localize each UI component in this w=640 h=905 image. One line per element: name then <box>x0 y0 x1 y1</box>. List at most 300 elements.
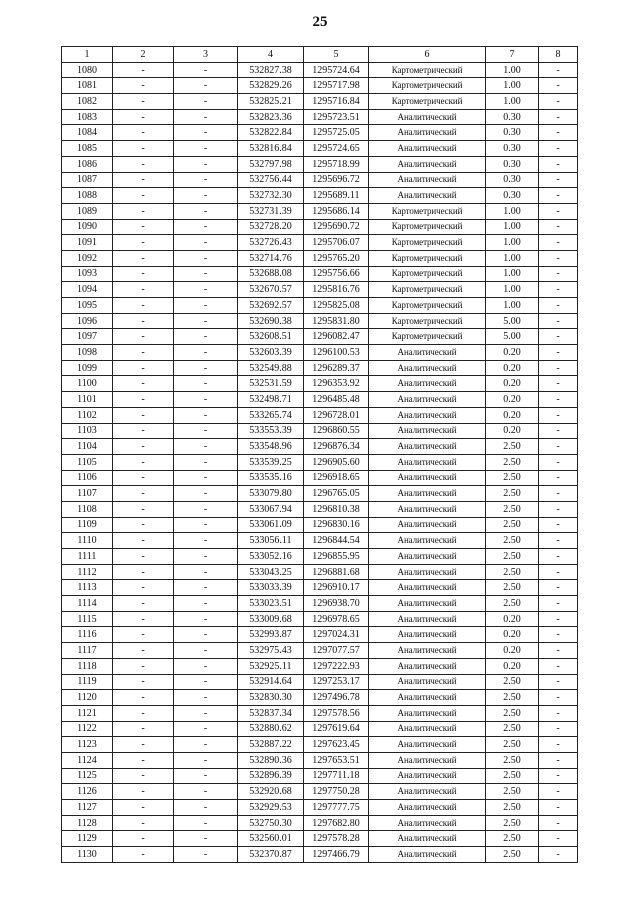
accuracy-cell: 0.20 <box>486 611 539 627</box>
method-cell: Аналитический <box>369 611 486 627</box>
y-coordinate-cell: 1296910.17 <box>304 580 369 596</box>
accuracy-cell: 1.00 <box>486 235 539 251</box>
col8-cell: - <box>539 721 578 737</box>
table-row <box>62 470 578 486</box>
y-coordinate-cell: 1295716.84 <box>304 94 369 110</box>
col8-cell: - <box>539 345 578 361</box>
x-coordinate-cell: 533043.25 <box>238 564 304 580</box>
col3-cell: - <box>174 376 238 392</box>
col3-cell: - <box>174 94 238 110</box>
point-number-cell: 1082 <box>62 94 113 110</box>
table-row <box>62 423 578 439</box>
point-number-cell: 1108 <box>62 501 113 517</box>
col3-cell: - <box>174 235 238 251</box>
method-cell: Аналитический <box>369 815 486 831</box>
col2-cell: - <box>113 831 174 847</box>
y-coordinate-cell: 1296938.70 <box>304 596 369 612</box>
accuracy-cell: 0.30 <box>486 125 539 141</box>
table-row <box>62 219 578 235</box>
y-coordinate-cell: 1296905.60 <box>304 454 369 470</box>
method-cell: Аналитический <box>369 517 486 533</box>
y-coordinate-cell: 1297466.79 <box>304 847 369 863</box>
point-number-cell: 1093 <box>62 266 113 282</box>
col3-cell: - <box>174 188 238 204</box>
point-number-cell: 1081 <box>62 78 113 94</box>
col8-cell: - <box>539 329 578 345</box>
table-row <box>62 407 578 423</box>
col2-cell: - <box>113 800 174 816</box>
table-row <box>62 611 578 627</box>
y-coordinate-cell: 1297777.75 <box>304 800 369 816</box>
point-number-cell: 1083 <box>62 109 113 125</box>
point-number-cell: 1101 <box>62 392 113 408</box>
accuracy-cell: 2.50 <box>486 533 539 549</box>
method-cell: Картометрический <box>369 203 486 219</box>
accuracy-cell: 0.30 <box>486 141 539 157</box>
method-cell: Аналитический <box>369 847 486 863</box>
method-cell: Картометрический <box>369 266 486 282</box>
col8-cell: - <box>539 360 578 376</box>
point-number-cell: 1123 <box>62 737 113 753</box>
col2-cell: - <box>113 392 174 408</box>
col2-cell: - <box>113 454 174 470</box>
col2-cell: - <box>113 737 174 753</box>
col3-cell: - <box>174 470 238 486</box>
col3-cell: - <box>174 784 238 800</box>
table-row <box>62 831 578 847</box>
x-coordinate-cell: 532975.43 <box>238 643 304 659</box>
method-cell: Картометрический <box>369 298 486 314</box>
x-coordinate-cell: 532731.39 <box>238 203 304 219</box>
col3-cell: - <box>174 627 238 643</box>
col3-cell: - <box>174 752 238 768</box>
method-cell: Аналитический <box>369 439 486 455</box>
table-row <box>62 752 578 768</box>
col3-cell: - <box>174 109 238 125</box>
col2-cell: - <box>113 188 174 204</box>
col8-cell: - <box>539 298 578 314</box>
point-number-cell: 1084 <box>62 125 113 141</box>
col2-cell: - <box>113 141 174 157</box>
col3-cell: - <box>174 454 238 470</box>
accuracy-cell: 0.20 <box>486 392 539 408</box>
accuracy-cell: 2.50 <box>486 596 539 612</box>
table-row <box>62 250 578 266</box>
y-coordinate-cell: 1296830.16 <box>304 517 369 533</box>
table-row <box>62 847 578 863</box>
method-cell: Аналитический <box>369 156 486 172</box>
x-coordinate-cell: 533061.09 <box>238 517 304 533</box>
y-coordinate-cell: 1295724.64 <box>304 62 369 78</box>
col2-cell: - <box>113 768 174 784</box>
table-row <box>62 737 578 753</box>
y-coordinate-cell: 1295756.66 <box>304 266 369 282</box>
method-cell: Картометрический <box>369 313 486 329</box>
y-coordinate-cell: 1295690.72 <box>304 219 369 235</box>
point-number-cell: 1112 <box>62 564 113 580</box>
y-coordinate-cell: 1295724.65 <box>304 141 369 157</box>
accuracy-cell: 0.20 <box>486 345 539 361</box>
table-row <box>62 62 578 78</box>
col3-cell: - <box>174 439 238 455</box>
col2-cell: - <box>113 533 174 549</box>
x-coordinate-cell: 532825.21 <box>238 94 304 110</box>
col2-cell: - <box>113 752 174 768</box>
col3-cell: - <box>174 125 238 141</box>
col2-cell: - <box>113 564 174 580</box>
method-cell: Картометрический <box>369 62 486 78</box>
table-row <box>62 580 578 596</box>
x-coordinate-cell: 533023.51 <box>238 596 304 612</box>
col3-cell: - <box>174 611 238 627</box>
col8-cell: - <box>539 470 578 486</box>
col8-cell: - <box>539 219 578 235</box>
accuracy-cell: 2.50 <box>486 454 539 470</box>
table-row <box>62 235 578 251</box>
col3-cell: - <box>174 62 238 78</box>
accuracy-cell: 1.00 <box>486 266 539 282</box>
method-cell: Аналитический <box>369 831 486 847</box>
point-number-cell: 1109 <box>62 517 113 533</box>
y-coordinate-cell: 1296810.38 <box>304 501 369 517</box>
accuracy-cell: 2.50 <box>486 486 539 502</box>
x-coordinate-cell: 532728.20 <box>238 219 304 235</box>
col8-cell: - <box>539 62 578 78</box>
y-coordinate-cell: 1296765.05 <box>304 486 369 502</box>
method-cell: Аналитический <box>369 188 486 204</box>
x-coordinate-cell: 532560.01 <box>238 831 304 847</box>
col8-cell: - <box>539 564 578 580</box>
col8-cell: - <box>539 203 578 219</box>
col2-cell: - <box>113 62 174 78</box>
x-coordinate-cell: 532797.98 <box>238 156 304 172</box>
accuracy-cell: 2.50 <box>486 737 539 753</box>
col8-cell: - <box>539 313 578 329</box>
col3-cell: - <box>174 486 238 502</box>
table-row <box>62 141 578 157</box>
col2-cell: - <box>113 470 174 486</box>
column-header: 7 <box>486 47 539 63</box>
col8-cell: - <box>539 454 578 470</box>
table-row <box>62 674 578 690</box>
accuracy-cell: 2.50 <box>486 721 539 737</box>
accuracy-cell: 0.20 <box>486 360 539 376</box>
method-cell: Картометрический <box>369 329 486 345</box>
method-cell: Аналитический <box>369 486 486 502</box>
col8-cell: - <box>539 78 578 94</box>
method-cell: Аналитический <box>369 596 486 612</box>
col8-cell: - <box>539 674 578 690</box>
accuracy-cell: 2.50 <box>486 847 539 863</box>
x-coordinate-cell: 533548.96 <box>238 439 304 455</box>
col3-cell: - <box>174 596 238 612</box>
col3-cell: - <box>174 282 238 298</box>
col8-cell: - <box>539 501 578 517</box>
table-row <box>62 768 578 784</box>
col2-cell: - <box>113 658 174 674</box>
col8-cell: - <box>539 815 578 831</box>
col3-cell: - <box>174 172 238 188</box>
accuracy-cell: 1.00 <box>486 282 539 298</box>
point-number-cell: 1129 <box>62 831 113 847</box>
x-coordinate-cell: 532830.30 <box>238 690 304 706</box>
x-coordinate-cell: 533535.16 <box>238 470 304 486</box>
point-number-cell: 1080 <box>62 62 113 78</box>
method-cell: Аналитический <box>369 800 486 816</box>
method-cell: Аналитический <box>369 643 486 659</box>
accuracy-cell: 0.30 <box>486 172 539 188</box>
point-number-cell: 1104 <box>62 439 113 455</box>
point-number-cell: 1088 <box>62 188 113 204</box>
table-row <box>62 517 578 533</box>
col2-cell: - <box>113 203 174 219</box>
point-number-cell: 1094 <box>62 282 113 298</box>
col8-cell: - <box>539 752 578 768</box>
accuracy-cell: 0.20 <box>486 658 539 674</box>
y-coordinate-cell: 1295725.05 <box>304 125 369 141</box>
table-row <box>62 345 578 361</box>
point-number-cell: 1116 <box>62 627 113 643</box>
y-coordinate-cell: 1297222.93 <box>304 658 369 674</box>
method-cell: Аналитический <box>369 784 486 800</box>
col8-cell: - <box>539 376 578 392</box>
y-coordinate-cell: 1297496.78 <box>304 690 369 706</box>
point-number-cell: 1087 <box>62 172 113 188</box>
table-row <box>62 815 578 831</box>
point-number-cell: 1120 <box>62 690 113 706</box>
col2-cell: - <box>113 376 174 392</box>
col3-cell: - <box>174 690 238 706</box>
col2-cell: - <box>113 501 174 517</box>
col8-cell: - <box>539 627 578 643</box>
col2-cell: - <box>113 611 174 627</box>
col2-cell: - <box>113 517 174 533</box>
accuracy-cell: 2.50 <box>486 800 539 816</box>
y-coordinate-cell: 1296353.92 <box>304 376 369 392</box>
method-cell: Аналитический <box>369 768 486 784</box>
accuracy-cell: 5.00 <box>486 313 539 329</box>
table-row <box>62 298 578 314</box>
col3-cell: - <box>174 831 238 847</box>
col8-cell: - <box>539 94 578 110</box>
method-cell: Аналитический <box>369 423 486 439</box>
x-coordinate-cell: 533539.25 <box>238 454 304 470</box>
x-coordinate-cell: 533265.74 <box>238 407 304 423</box>
col8-cell: - <box>539 705 578 721</box>
x-coordinate-cell: 533009.68 <box>238 611 304 627</box>
accuracy-cell: 2.50 <box>486 768 539 784</box>
accuracy-cell: 1.00 <box>486 203 539 219</box>
col3-cell: - <box>174 800 238 816</box>
x-coordinate-cell: 533067.94 <box>238 501 304 517</box>
col2-cell: - <box>113 156 174 172</box>
method-cell: Аналитический <box>369 737 486 753</box>
col8-cell: - <box>539 580 578 596</box>
point-number-cell: 1113 <box>62 580 113 596</box>
method-cell: Аналитический <box>369 392 486 408</box>
col3-cell: - <box>174 564 238 580</box>
col8-cell: - <box>539 517 578 533</box>
method-cell: Аналитический <box>369 721 486 737</box>
col3-cell: - <box>174 815 238 831</box>
accuracy-cell: 1.00 <box>486 219 539 235</box>
col2-cell: - <box>113 282 174 298</box>
col8-cell: - <box>539 549 578 565</box>
col3-cell: - <box>174 674 238 690</box>
method-cell: Аналитический <box>369 360 486 376</box>
accuracy-cell: 2.50 <box>486 564 539 580</box>
table-row <box>62 392 578 408</box>
col2-cell: - <box>113 439 174 455</box>
x-coordinate-cell: 532914.64 <box>238 674 304 690</box>
point-number-cell: 1107 <box>62 486 113 502</box>
point-number-cell: 1103 <box>62 423 113 439</box>
col3-cell: - <box>174 313 238 329</box>
col8-cell: - <box>539 643 578 659</box>
col2-cell: - <box>113 329 174 345</box>
accuracy-cell: 0.20 <box>486 407 539 423</box>
col3-cell: - <box>174 141 238 157</box>
point-number-cell: 1114 <box>62 596 113 612</box>
col8-cell: - <box>539 235 578 251</box>
col8-cell: - <box>539 737 578 753</box>
col3-cell: - <box>174 847 238 863</box>
col2-cell: - <box>113 313 174 329</box>
col8-cell: - <box>539 533 578 549</box>
x-coordinate-cell: 532603.39 <box>238 345 304 361</box>
col2-cell: - <box>113 219 174 235</box>
col8-cell: - <box>539 250 578 266</box>
point-number-cell: 1111 <box>62 549 113 565</box>
table-row <box>62 658 578 674</box>
y-coordinate-cell: 1296876.34 <box>304 439 369 455</box>
point-number-cell: 1096 <box>62 313 113 329</box>
accuracy-cell: 1.00 <box>486 94 539 110</box>
y-coordinate-cell: 1296860.55 <box>304 423 369 439</box>
accuracy-cell: 1.00 <box>486 250 539 266</box>
col3-cell: - <box>174 768 238 784</box>
x-coordinate-cell: 532929.53 <box>238 800 304 816</box>
method-cell: Аналитический <box>369 564 486 580</box>
point-number-cell: 1115 <box>62 611 113 627</box>
y-coordinate-cell: 1295706.07 <box>304 235 369 251</box>
table-row <box>62 643 578 659</box>
table-row <box>62 188 578 204</box>
page-number: 25 <box>312 14 328 30</box>
method-cell: Аналитический <box>369 376 486 392</box>
table-body <box>62 62 578 862</box>
x-coordinate-cell: 532714.76 <box>238 250 304 266</box>
method-cell: Аналитический <box>369 172 486 188</box>
accuracy-cell: 2.50 <box>486 549 539 565</box>
x-coordinate-cell: 533079.80 <box>238 486 304 502</box>
x-coordinate-cell: 533056.11 <box>238 533 304 549</box>
col3-cell: - <box>174 423 238 439</box>
x-coordinate-cell: 532732.30 <box>238 188 304 204</box>
point-number-cell: 1098 <box>62 345 113 361</box>
x-coordinate-cell: 532823.36 <box>238 109 304 125</box>
col8-cell: - <box>539 800 578 816</box>
method-cell: Аналитический <box>369 109 486 125</box>
table-row <box>62 203 578 219</box>
col3-cell: - <box>174 737 238 753</box>
x-coordinate-cell: 532837.34 <box>238 705 304 721</box>
table-row <box>62 78 578 94</box>
accuracy-cell: 2.50 <box>486 439 539 455</box>
method-cell: Аналитический <box>369 658 486 674</box>
point-number-cell: 1119 <box>62 674 113 690</box>
point-number-cell: 1086 <box>62 156 113 172</box>
y-coordinate-cell: 1297711.18 <box>304 768 369 784</box>
point-number-cell: 1117 <box>62 643 113 659</box>
col2-cell: - <box>113 407 174 423</box>
point-number-cell: 1124 <box>62 752 113 768</box>
col3-cell: - <box>174 705 238 721</box>
point-number-cell: 1130 <box>62 847 113 863</box>
point-number-cell: 1085 <box>62 141 113 157</box>
col3-cell: - <box>174 219 238 235</box>
y-coordinate-cell: 1297623.45 <box>304 737 369 753</box>
col2-cell: - <box>113 266 174 282</box>
x-coordinate-cell: 532670.57 <box>238 282 304 298</box>
point-number-cell: 1121 <box>62 705 113 721</box>
table-row <box>62 486 578 502</box>
method-cell: Аналитический <box>369 690 486 706</box>
table-row <box>62 109 578 125</box>
accuracy-cell: 0.30 <box>486 109 539 125</box>
point-number-cell: 1128 <box>62 815 113 831</box>
column-header: 1 <box>62 47 113 63</box>
col2-cell: - <box>113 298 174 314</box>
table-header-row <box>62 47 578 63</box>
accuracy-cell: 1.00 <box>486 62 539 78</box>
accuracy-cell: 1.00 <box>486 78 539 94</box>
accuracy-cell: 2.50 <box>486 705 539 721</box>
method-cell: Картометрический <box>369 219 486 235</box>
accuracy-cell: 0.20 <box>486 376 539 392</box>
x-coordinate-cell: 532887.22 <box>238 737 304 753</box>
method-cell: Аналитический <box>369 125 486 141</box>
method-cell: Аналитический <box>369 141 486 157</box>
col2-cell: - <box>113 596 174 612</box>
x-coordinate-cell: 532688.08 <box>238 266 304 282</box>
method-cell: Аналитический <box>369 674 486 690</box>
col2-cell: - <box>113 109 174 125</box>
table-row <box>62 549 578 565</box>
table-row <box>62 705 578 721</box>
table-row <box>62 784 578 800</box>
table-row <box>62 156 578 172</box>
x-coordinate-cell: 532498.71 <box>238 392 304 408</box>
point-number-cell: 1127 <box>62 800 113 816</box>
col3-cell: - <box>174 549 238 565</box>
col8-cell: - <box>539 784 578 800</box>
y-coordinate-cell: 1296082.47 <box>304 329 369 345</box>
point-number-cell: 1105 <box>62 454 113 470</box>
col8-cell: - <box>539 847 578 863</box>
method-cell: Аналитический <box>369 752 486 768</box>
method-cell: Аналитический <box>369 627 486 643</box>
method-cell: Аналитический <box>369 705 486 721</box>
col3-cell: - <box>174 78 238 94</box>
col3-cell: - <box>174 533 238 549</box>
col8-cell: - <box>539 125 578 141</box>
col3-cell: - <box>174 392 238 408</box>
col3-cell: - <box>174 501 238 517</box>
method-cell: Аналитический <box>369 407 486 423</box>
col8-cell: - <box>539 172 578 188</box>
col3-cell: - <box>174 345 238 361</box>
